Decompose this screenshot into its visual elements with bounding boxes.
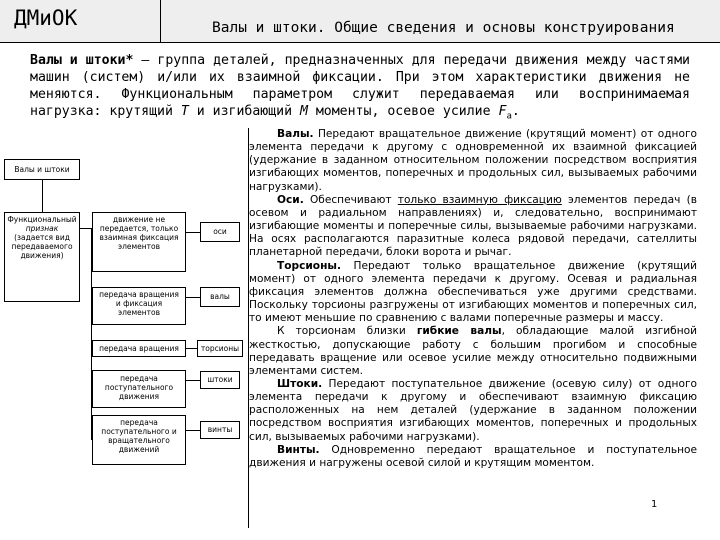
diagram-connector (42, 180, 43, 212)
diagram-connector (186, 232, 200, 233)
function-box-translation-rotation: передача поступательного и вращательного движений (92, 415, 186, 465)
diagram-connector (186, 297, 200, 298)
type-box-shafts: валы (200, 287, 240, 307)
intro-term: Валы и штоки* (30, 53, 134, 68)
type-box-rods: штоки (200, 371, 240, 389)
page-number: 1 (651, 499, 658, 510)
paragraph-rods: Штоки. Передают поступательное движение (осевую силу) от одного элемента передачи к другому и обеспечивают взаимную фиксацию расположенных на нем деталей (удержание в заданном положении посредством восприятия изгибающих моментов, поперечных и продольных сил, вызываемых рабочими нагрузками). (249, 377, 697, 443)
diagram-root: Валы и штоки (4, 159, 80, 180)
diagram-connector (186, 430, 200, 431)
body-text (249, 128, 697, 470)
header-underline (0, 42, 720, 43)
diagram-connector (186, 380, 200, 381)
type-box-torsions: торсионы (197, 340, 243, 357)
diagram-feature: Функциональный признак (задается вид передаваемого движения) (4, 212, 80, 302)
type-box-screws: винты (200, 421, 240, 439)
intro-paragraph: Валы и штоки* – группа деталей, предназначенных для передачи движения между частями машин (систем) и/или их взаимной фиксации. При этом характеристики движения не меняются. Функциональным параметром служит передаваемая или воспринимаемая нагрузка: крутящий T и изгибающий M моменты, осевое усилие $F_a$. (30, 53, 690, 122)
type-box-axles: оси (200, 222, 240, 242)
paragraph-screws: Винты. Одновременно передают вращательное и поступательное движения и нагружены осевой силой и крутящим моментом. (249, 443, 697, 469)
function-box-rotation: передача вращения (92, 340, 186, 357)
paragraph-flexible-shafts: К торсионам близки гибкие валы, обладающие малой изгибной жесткостью, допускающие работу с большим прогибом и способные передавать вращение или осевое усилие между относительно подвижными элементами систем. (249, 325, 697, 377)
function-box-rotation-fixation: передача вращения и фиксация элементов (92, 287, 186, 325)
paragraph-axles: Оси. Обеспечивают только взаимную фиксацию элементов передач (в осевом и радиальном направлениях) и, следовательно, воспринимают изгибающие моменты и поперечные силы, вызываемые рабочими нагрузками. На осях располагаются паразитные колеса рядовой передачи, сателлиты планетарной передачи, блоки ворота и рычаг. (249, 193, 697, 259)
page-title: Валы и штоки. Общие сведения и основы конструирования (212, 20, 675, 36)
header-divider (160, 0, 161, 42)
logo: ДМиОК (14, 6, 78, 30)
diagram-connector (80, 228, 91, 229)
function-box-fixation: движение не передается, только взаимная фиксация элементов (92, 212, 186, 272)
paragraph-shafts: Валы. Передают вращательное движение (крутящий момент) от одного элемента передачи к другому с одновременной их взаимной фиксацией (удержание в заданном относительном положении посредством восприятия изгибающих моментов, поперечных и продольных сил, вызываемых рабочими нагрузками). (249, 128, 697, 193)
function-box-translation: передача поступательного движения (92, 370, 186, 408)
paragraph-torsions: Торсионы. Передают только вращательное движение (крутящий момент) от одного элемента передачи к другому. Осевая и радиальная фиксация элементов должна обеспечиваться уже другими средствами. Поскольку торсионы разгружены от изгибающих моментов и поперечных сил, то имеют меньшие по сравнению с валами поперечные размеры и массу. (249, 259, 697, 325)
